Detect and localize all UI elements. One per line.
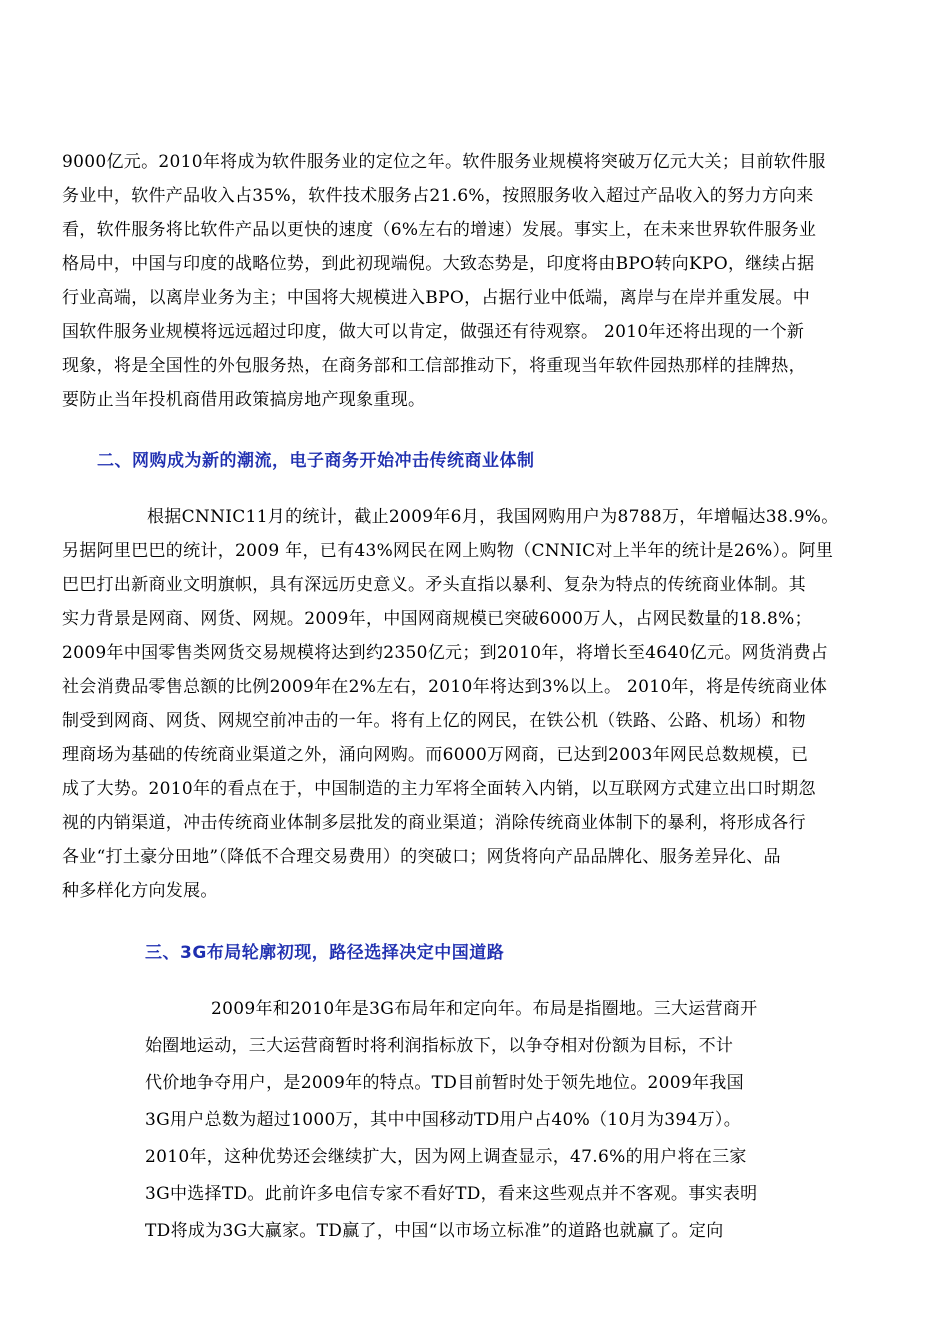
intro-line-1: 9000亿元。2010年将成为软件服务业的定位之年。软件服务业规模将突破万亿元大关；目前软件服 xyxy=(62,152,826,172)
intro-line-8: 要防止当年投机商借用政策搞房地产现象重现。 xyxy=(62,390,426,410)
intro-line-2: 务业中，软件产品收入占35%，软件技术服务占21.6%，按照服务收入超过产品收入的努力方向来 xyxy=(62,186,814,206)
intro-line-6: 国软件服务业规模将远远超过印度，做大可以肯定，做强还有待观察。 2010年还将出现的一个新 xyxy=(62,322,805,342)
section-3-line-3: 代价地争夺用户，是2009年的特点。TD目前暂时处于领先地位。2009年我国 xyxy=(145,1073,744,1093)
section-2-line-9: 成了大势。2010年的看点在于，中国制造的主力军将全面转入内销，以互联网方式建立出口时期忽 xyxy=(62,779,816,799)
section-2-line-8: 理商场为基础的传统商业渠道之外，涌向网购。而6000万网商，已达到2003年网民总数规模，已 xyxy=(62,745,809,765)
intro-line-3: 看，软件服务将比软件产品以更快的速度（6%左右的增速）发展。事实上，在未来世界软件服务业 xyxy=(62,220,817,240)
section-2-line-10: 视的内销渠道，冲击传统商业体制多层批发的商业渠道；消除传统商业体制下的暴利，将形成各行 xyxy=(62,813,806,833)
section-3-heading: 三、3G布局轮廓初现，路径选择决定中国道路 xyxy=(145,943,505,963)
intro-line-7: 现象，将是全国性的外包服务热，在商务部和工信部推动下，将重现当年软件园热那样的挂牌热， xyxy=(62,356,806,376)
section-2-line-4: 实力背景是网商、网货、网规。2009年，中国网商规模已突破6000万人，占网民数量的18.8%； xyxy=(62,609,812,629)
section-3-line-1: 2009年和2010年是3G布局年和定向年。布局是指圈地。三大运营商开 xyxy=(211,999,758,1019)
section-3-line-7: TD将成为3G大赢家。TD赢了，中国“以市场立标准”的道路也就赢了。定向 xyxy=(145,1221,724,1241)
intro-line-5: 行业高端，以离岸业务为主；中国将大规模进入BPO，占据行业中低端，离岸与在岸并重发展。中 xyxy=(62,288,811,308)
section-2-line-5: 2009年中国零售类网货交易规模将达到约2350亿元；到2010年，将增长至4640亿元。网货消费占 xyxy=(62,643,829,663)
section-2-line-6: 社会消费品零售总额的比例2009年在2%左右，2010年将达到3%以上。 2010年，将是传统商业体 xyxy=(62,677,828,697)
section-2-line-1: 根据CNNIC11月的统计，截止2009年6月，我国网购用户为8788万，年增幅达38.9%。 xyxy=(147,507,839,527)
section-2-line-7: 制受到网商、网货、网规空前冲击的一年。将有上亿的网民，在铁公机（铁路、公路、机场）和物 xyxy=(62,711,806,731)
section-2-line-3: 巴巴打出新商业文明旗帜，具有深远历史意义。矛头直指以暴利、复杂为特点的传统商业体制。其 xyxy=(62,575,806,595)
section-2-line-2: 另据阿里巴巴的统计，2009 年，已有43%网民在网上购物（CNNIC对上半年的统计是26%）。阿里 xyxy=(62,541,834,561)
section-3-line-6: 3G中选择TD。此前许多电信专家不看好TD，看来这些观点并不客观。事实表明 xyxy=(145,1184,758,1204)
section-2-heading: 二、网购成为新的潮流，电子商务开始冲击传统商业体制 xyxy=(97,451,535,471)
section-3-line-4: 3G用户总数为超过1000万，其中中国移动TD用户占40%（10月为394万）。 xyxy=(145,1110,741,1130)
intro-line-4: 格局中，中国与印度的战略位势，到此初现端倪。大致态势是，印度将由BPO转向KPO，继续占据 xyxy=(62,254,815,274)
section-2-line-12: 种多样化方向发展。 xyxy=(62,881,218,901)
section-2-line-11: 各业“打土豪分田地”（降低不合理交易费用）的突破口；网货将向产品品牌化、服务差异化、品 xyxy=(62,847,781,867)
section-3-line-5: 2010年，这种优势还会继续扩大，因为网上调查显示，47.6%的用户将在三家 xyxy=(145,1147,747,1167)
section-3-line-2: 始圈地运动，三大运营商暂时将利润指标放下，以争夺相对份额为目标，不计 xyxy=(145,1036,734,1056)
